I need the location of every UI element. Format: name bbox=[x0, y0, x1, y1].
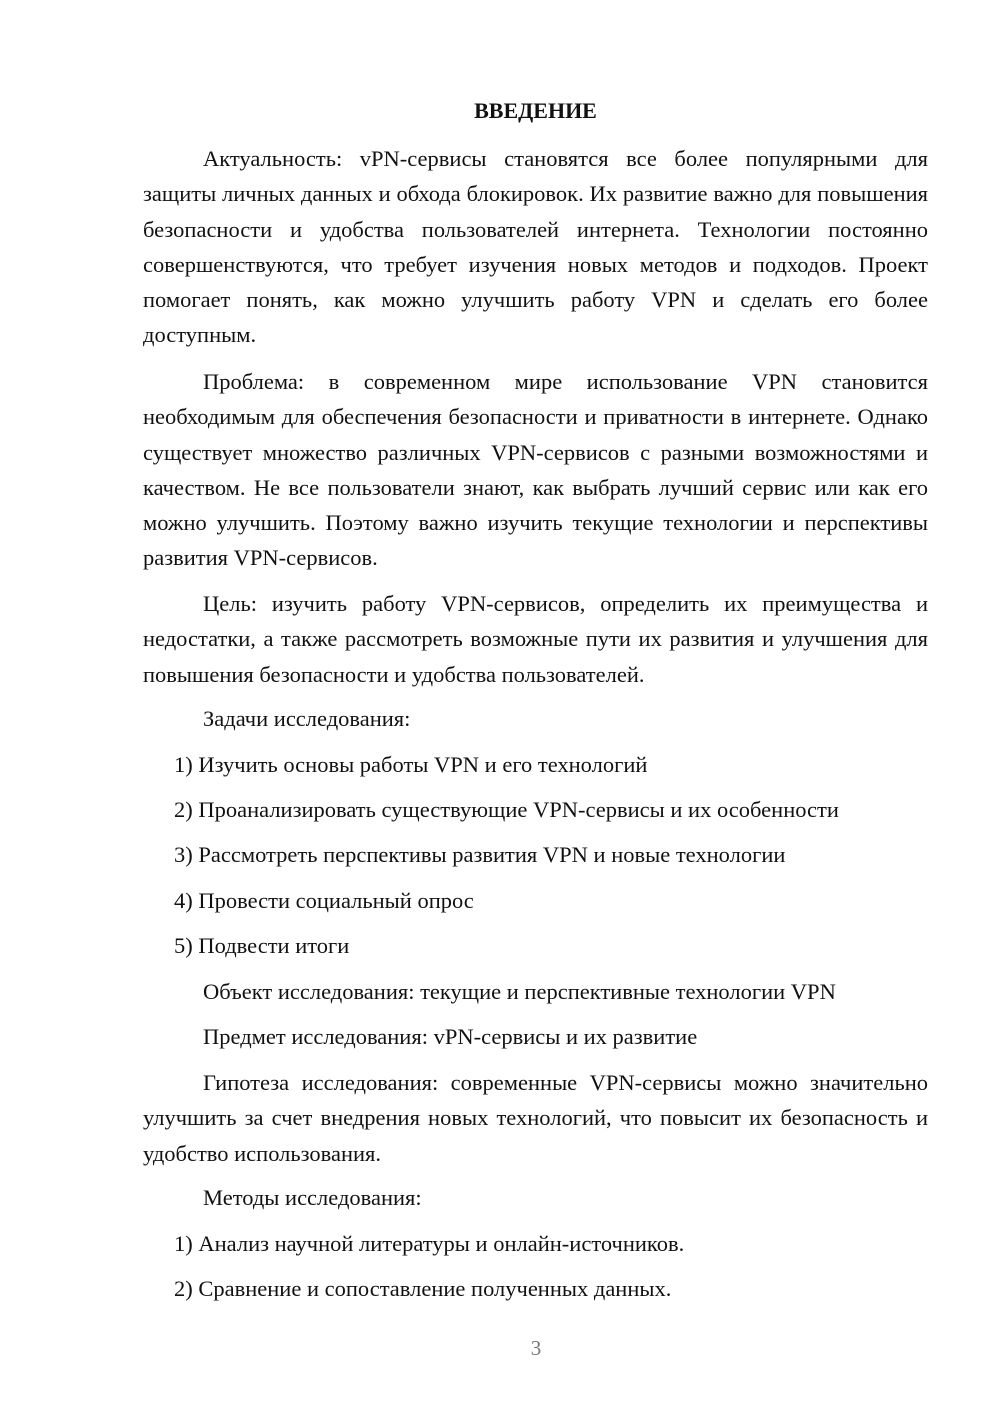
methods-title: Методы исследования: bbox=[203, 1185, 422, 1210]
task-item: 2) Проанализировать существующие VPN-сервисы и их особенности bbox=[174, 797, 839, 822]
page-number: 3 bbox=[530, 1336, 542, 1360]
task-item: 3) Рассмотреть перспективы развития VPN и новые технологии bbox=[174, 842, 786, 867]
research-object: Объект исследования: текущие и перспективные технологии VPN bbox=[203, 979, 836, 1004]
tasks-title: Задачи исследования: bbox=[203, 706, 411, 731]
method-item: 1) Анализ научной литературы и онлайн-источников. bbox=[174, 1231, 685, 1256]
research-subject: Предмет исследования: vPN-сервисы и их развитие bbox=[203, 1024, 698, 1049]
method-item: 2) Сравнение и сопоставление полученных данных. bbox=[174, 1276, 672, 1301]
relevance-paragraph: Актуальность: vPN-сервисы становятся все более популярными для защиты личных данных и обхода блокировок. Их развитие важно для повышения безопасности и удобства пользователей интернета. Технологии постоянно совершенствуются, что требует изучения новых методов и подходов. Проект помогает понять, как можно улучшить работу VPN и сделать его более доступным. bbox=[143, 146, 928, 348]
problem-paragraph: Проблема: в современном мире использование VPN становится необходимым для обеспечения безопасности и приватности в интернете. Однако существует множество различных VPN-сервисов с разными возможностями и качеством. Не все пользователи знают, как выбрать лучший сервис или как его можно улучшить. Поэтому важно изучить текущие технологии и перспективы развития VPN-сервисов. bbox=[143, 369, 928, 571]
task-item: 5) Подвести итоги bbox=[174, 933, 350, 958]
task-item: 4) Провести социальный опрос bbox=[174, 888, 474, 913]
section-heading: ВВЕДЕНИЕ bbox=[474, 98, 597, 123]
goal-paragraph: Цель: изучить работу VPN-сервисов, определить их преимущества и недостатки, а также рассмотреть возможные пути их развития и улучшения для повышения безопасности и удобства пользователей. bbox=[143, 591, 928, 687]
task-item: 1) Изучить основы работы VPN и его технологий bbox=[174, 752, 648, 777]
hypothesis-paragraph: Гипотеза исследования: современные VPN-сервисы можно значительно улучшить за счет внедрения новых технологий, что повысит их безопасность и удобство использования. bbox=[143, 1070, 928, 1166]
